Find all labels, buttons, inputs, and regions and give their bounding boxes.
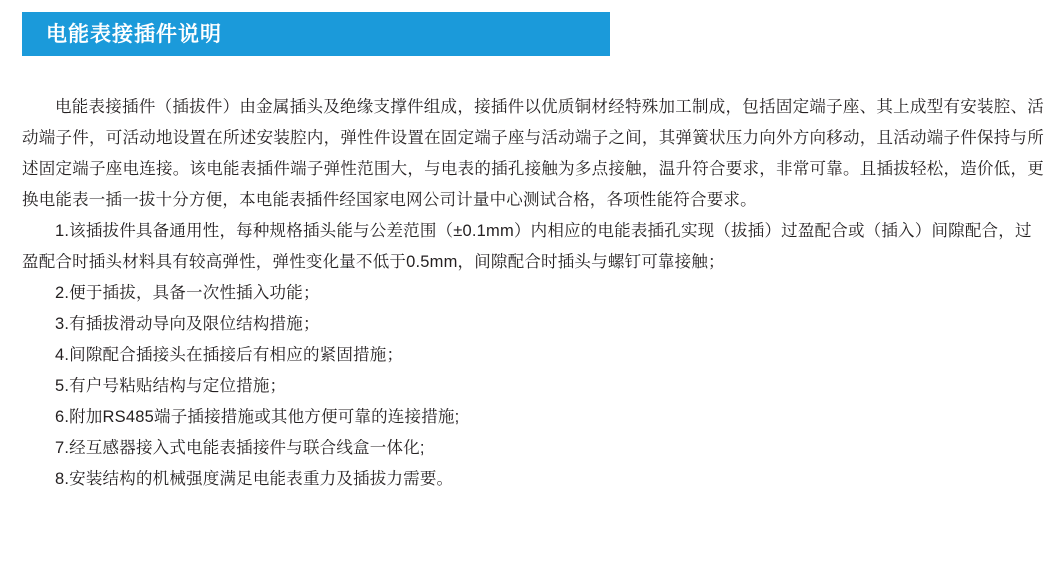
list-item: 2.便于插拔，具备一次性插入功能；	[55, 284, 320, 302]
section-title-banner	[22, 12, 610, 56]
intro-paragraph: 电能表接插件（插拔件）由金属插头及绝缘支撑件组成，接插件以优质铜材经特殊加工制成，包括固定端子座、其上成型有安装腔、活动端子件，可活动地设置在所述安装腔内，弹性件设置在固定端子座与活动端子之间，其弹簧状压力向外方向移动，且活动端子件保持与所述固定端子座电连接。该电能表插件端子弹性范围大，与电表的插孔接触为多点接触，温升符合要求，非常可靠。且插拔轻松，造价低，更换电能表一插一拔十分方便，本电能表插件经国家电网公司计量中心测试合格，各项性能符合要求。	[22, 98, 1044, 209]
list-item: 3.有插拔滑动导向及限位结构措施；	[55, 315, 320, 333]
list-item: 1.该插拔件具备通用性，每种规格插头能与公差范围（±0.1mm）内相应的电能表插孔实现（拔插）过盈配合或（插入）间隙配合，过盈配合时插头材料具有较高弹性，弹性变化量不低于0.5mm，间隙配合时插头与螺钉可靠接触；	[22, 222, 1032, 271]
list-item: 5.有户号粘贴结构与定位措施；	[55, 377, 287, 395]
list-item: 8.安装结构的机械强度满足电能表重力及插拔力需要。	[55, 470, 454, 488]
page-title: 电能表接插件说明	[46, 22, 222, 46]
list-item: 4.间隙配合插接头在插接后有相应的紧固措施；	[55, 346, 404, 364]
list-item: 6.附加RS485端子插接措施或其他方便可靠的连接措施;	[55, 408, 460, 426]
list-item: 7.经互感器接入式电能表插接件与联合线盒一体化;	[55, 439, 425, 457]
document-body	[22, 92, 1044, 495]
